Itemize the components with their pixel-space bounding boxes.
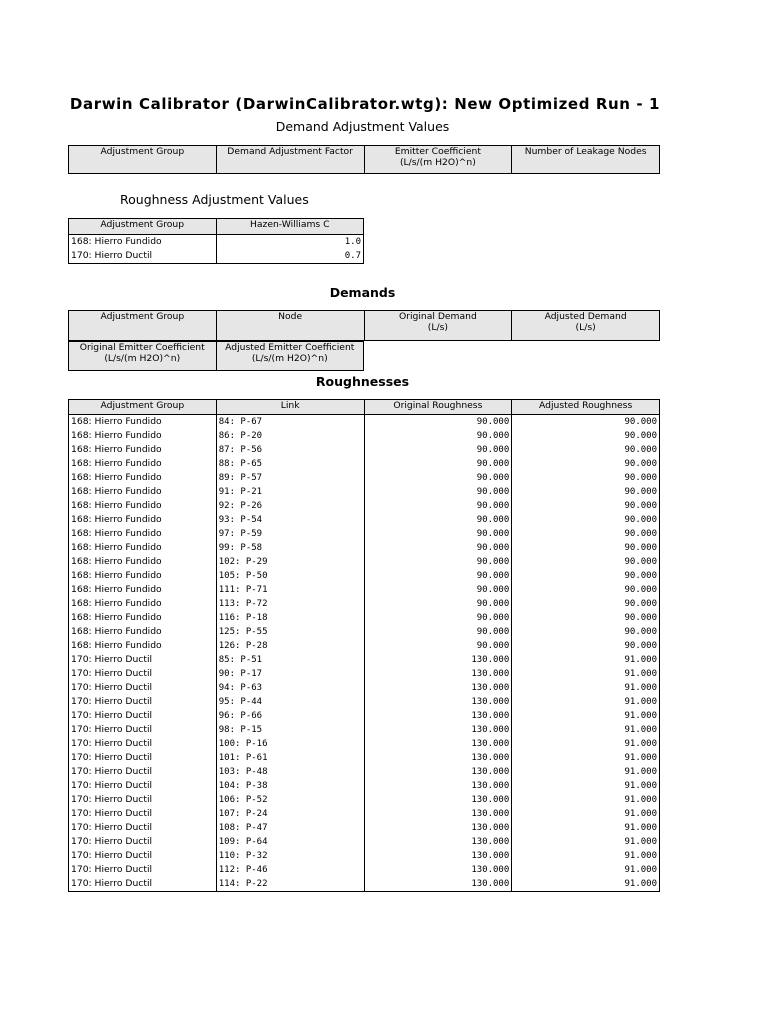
link-cell: 106: P-52 (216, 793, 364, 807)
group-cell: 168: Hierro Fundido (69, 555, 217, 569)
group-cell: 168: Hierro Fundido (69, 569, 217, 583)
roughness-adjustment-table (68, 218, 364, 264)
col-adjustment-group: Adjustment Group (69, 400, 217, 415)
group-cell: 170: Hierro Ductil (69, 667, 217, 681)
original-roughness-cell: 90.000 (364, 513, 512, 527)
roughnesses-heading: Roughnesses (315, 374, 410, 389)
table-row (69, 821, 660, 835)
table-row (69, 849, 660, 863)
adjusted-roughness-cell: 90.000 (512, 541, 660, 555)
link-cell: 84: P-67 (216, 415, 364, 430)
table-row (69, 597, 660, 611)
group-cell: 168: Hierro Fundido (69, 541, 217, 555)
group-cell: 168: Hierro Fundido (69, 513, 217, 527)
demands-heading: Demands (329, 285, 396, 300)
col-adjustment-group: Adjustment Group (69, 219, 217, 235)
col-adjusted-roughness: Adjusted Roughness (512, 400, 660, 415)
original-roughness-cell: 90.000 (364, 583, 512, 597)
link-cell: 88: P-65 (216, 457, 364, 471)
link-cell: 113: P-72 (216, 597, 364, 611)
table-row (69, 807, 660, 821)
adjusted-roughness-cell: 90.000 (512, 443, 660, 457)
group-cell: 170: Hierro Ductil (69, 765, 217, 779)
group-cell: 170: Hierro Ductil (69, 821, 217, 835)
group-cell: 168: Hierro Fundido (69, 611, 217, 625)
original-roughness-cell: 130.000 (364, 835, 512, 849)
original-roughness-cell: 90.000 (364, 597, 512, 611)
adjusted-roughness-cell: 90.000 (512, 583, 660, 597)
link-cell: 86: P-20 (216, 429, 364, 443)
group-cell: 170: Hierro Ductil (69, 835, 217, 849)
adjusted-roughness-cell: 90.000 (512, 429, 660, 443)
adjusted-roughness-cell: 90.000 (512, 597, 660, 611)
link-cell: 96: P-66 (216, 709, 364, 723)
group-cell: 170: Hierro Ductil (69, 779, 217, 793)
original-roughness-cell: 130.000 (364, 849, 512, 863)
col-number-leakage-nodes: Number of Leakage Nodes (512, 146, 660, 174)
group-cell: 170: Hierro Ductil (69, 863, 217, 877)
demand-adjustment-heading: Demand Adjustment Values (275, 119, 450, 134)
group-cell: 168: Hierro Fundido (69, 625, 217, 639)
table-row (69, 249, 364, 264)
original-roughness-cell: 90.000 (364, 625, 512, 639)
adjusted-roughness-cell: 91.000 (512, 863, 660, 877)
group-cell: 168: Hierro Fundido (69, 443, 217, 457)
table-row (69, 541, 660, 555)
group-cell: 170: Hierro Ductil (69, 793, 217, 807)
table-row (69, 611, 660, 625)
link-cell: 101: P-61 (216, 751, 364, 765)
original-roughness-cell: 90.000 (364, 611, 512, 625)
link-cell: 116: P-18 (216, 611, 364, 625)
adjusted-roughness-cell: 90.000 (512, 415, 660, 430)
group-cell: 168: Hierro Fundido (69, 471, 217, 485)
roughness-adjustment-heading: Roughness Adjustment Values (120, 192, 309, 207)
original-roughness-cell: 90.000 (364, 415, 512, 430)
original-roughness-cell: 90.000 (364, 541, 512, 555)
page-title: Darwin Calibrator (DarwinCalibrator.wtg): New Optimized Run - 1 (69, 95, 661, 113)
table-row (69, 877, 660, 892)
link-cell: 93: P-54 (216, 513, 364, 527)
table-row (69, 513, 660, 527)
original-roughness-cell: 90.000 (364, 527, 512, 541)
adjusted-roughness-cell: 90.000 (512, 625, 660, 639)
link-cell: 85: P-51 (216, 653, 364, 667)
table-row (69, 737, 660, 751)
original-roughness-cell: 130.000 (364, 807, 512, 821)
col-original-emitter-coefficient: Original Emitter Coefficient (L/s/(m H2O)^n) (69, 342, 217, 371)
table-row (69, 569, 660, 583)
col-link: Link (216, 400, 364, 415)
link-cell: 94: P-63 (216, 681, 364, 695)
link-cell: 107: P-24 (216, 807, 364, 821)
adjusted-roughness-cell: 90.000 (512, 457, 660, 471)
adjusted-roughness-cell: 90.000 (512, 611, 660, 625)
link-cell: 90: P-17 (216, 667, 364, 681)
col-original-roughness: Original Roughness (364, 400, 512, 415)
link-cell: 110: P-32 (216, 849, 364, 863)
adjusted-roughness-cell: 90.000 (512, 485, 660, 499)
table-row (69, 639, 660, 653)
link-cell: 112: P-46 (216, 863, 364, 877)
col-adjusted-emitter-coefficient: Adjusted Emitter Coefficient (L/s/(m H2O)^n) (216, 342, 364, 371)
group-cell: 170: Hierro Ductil (69, 681, 217, 695)
original-roughness-cell: 130.000 (364, 779, 512, 793)
table-row (69, 443, 660, 457)
adjusted-roughness-cell: 91.000 (512, 807, 660, 821)
col-hazen-williams-c: Hazen-Williams C (216, 219, 364, 235)
group-cell: 170: Hierro Ductil (69, 653, 217, 667)
col-adjustment-group: Adjustment Group (69, 146, 217, 174)
group-cell: 168: Hierro Fundido (69, 583, 217, 597)
adjusted-roughness-cell: 90.000 (512, 555, 660, 569)
link-cell: 95: P-44 (216, 695, 364, 709)
link-cell: 92: P-26 (216, 499, 364, 513)
table-row (69, 527, 660, 541)
group-cell: 168: Hierro Fundido (69, 527, 217, 541)
table-row (69, 793, 660, 807)
group-cell: 170: Hierro Ductil (69, 723, 217, 737)
adjusted-roughness-cell: 91.000 (512, 849, 660, 863)
adjusted-roughness-cell: 91.000 (512, 835, 660, 849)
adjusted-roughness-cell: 91.000 (512, 793, 660, 807)
original-roughness-cell: 130.000 (364, 653, 512, 667)
original-roughness-cell: 90.000 (364, 429, 512, 443)
link-cell: 111: P-71 (216, 583, 364, 597)
adjusted-roughness-cell: 91.000 (512, 779, 660, 793)
table-row (69, 583, 660, 597)
col-node: Node (216, 311, 364, 341)
roughnesses-table (68, 399, 660, 892)
col-adjusted-demand: Adjusted Demand (L/s) (512, 311, 660, 341)
group-cell: 170: Hierro Ductil (69, 849, 217, 863)
link-cell: 98: P-15 (216, 723, 364, 737)
original-roughness-cell: 130.000 (364, 793, 512, 807)
adjusted-roughness-cell: 90.000 (512, 639, 660, 653)
demands-table (68, 310, 660, 341)
adjusted-roughness-cell: 91.000 (512, 821, 660, 835)
link-cell: 99: P-58 (216, 541, 364, 555)
table-row (69, 429, 660, 443)
adjusted-roughness-cell: 91.000 (512, 653, 660, 667)
table-row (69, 653, 660, 667)
adjusted-roughness-cell: 91.000 (512, 695, 660, 709)
adjusted-roughness-cell: 90.000 (512, 513, 660, 527)
original-roughness-cell: 90.000 (364, 499, 512, 513)
adjusted-roughness-cell: 91.000 (512, 709, 660, 723)
table-row (69, 235, 364, 250)
original-roughness-cell: 130.000 (364, 709, 512, 723)
original-roughness-cell: 90.000 (364, 471, 512, 485)
link-cell: 91: P-21 (216, 485, 364, 499)
group-cell: 168: Hierro Fundido (69, 415, 217, 430)
group-cell: 168: Hierro Fundido (69, 235, 217, 250)
link-cell: 87: P-56 (216, 443, 364, 457)
table-row (69, 625, 660, 639)
group-cell: 168: Hierro Fundido (69, 429, 217, 443)
adjusted-roughness-cell: 90.000 (512, 499, 660, 513)
table-row (69, 555, 660, 569)
link-cell: 114: P-22 (216, 877, 364, 892)
adjusted-roughness-cell: 91.000 (512, 751, 660, 765)
table-row (69, 835, 660, 849)
demand-adjustment-table (68, 145, 660, 174)
original-roughness-cell: 130.000 (364, 821, 512, 835)
link-cell: 125: P-55 (216, 625, 364, 639)
link-cell: 102: P-29 (216, 555, 364, 569)
group-cell: 168: Hierro Fundido (69, 499, 217, 513)
original-roughness-cell: 130.000 (364, 737, 512, 751)
link-cell: 89: P-57 (216, 471, 364, 485)
original-roughness-cell: 130.000 (364, 723, 512, 737)
table-row (69, 695, 660, 709)
adjusted-roughness-cell: 91.000 (512, 765, 660, 779)
link-cell: 103: P-48 (216, 765, 364, 779)
group-cell: 170: Hierro Ductil (69, 737, 217, 751)
group-cell: 170: Hierro Ductil (69, 807, 217, 821)
adjusted-roughness-cell: 90.000 (512, 569, 660, 583)
original-roughness-cell: 130.000 (364, 765, 512, 779)
group-cell: 168: Hierro Fundido (69, 639, 217, 653)
table-row (69, 471, 660, 485)
link-cell: 100: P-16 (216, 737, 364, 751)
table-row (69, 415, 660, 430)
table-row (69, 681, 660, 695)
table-row (69, 723, 660, 737)
group-cell: 168: Hierro Fundido (69, 597, 217, 611)
link-cell: 126: P-28 (216, 639, 364, 653)
group-cell: 168: Hierro Fundido (69, 457, 217, 471)
link-cell: 109: P-64 (216, 835, 364, 849)
adjusted-roughness-cell: 91.000 (512, 737, 660, 751)
link-cell: 104: P-38 (216, 779, 364, 793)
col-adjustment-group: Adjustment Group (69, 311, 217, 341)
adjusted-roughness-cell: 91.000 (512, 723, 660, 737)
original-roughness-cell: 90.000 (364, 485, 512, 499)
original-roughness-cell: 130.000 (364, 695, 512, 709)
table-row (69, 485, 660, 499)
original-roughness-cell: 90.000 (364, 443, 512, 457)
original-roughness-cell: 130.000 (364, 751, 512, 765)
adjusted-roughness-cell: 91.000 (512, 667, 660, 681)
link-cell: 105: P-50 (216, 569, 364, 583)
table-row (69, 667, 660, 681)
original-roughness-cell: 130.000 (364, 681, 512, 695)
table-row (69, 779, 660, 793)
demands-table-continued (68, 341, 364, 371)
table-row (69, 751, 660, 765)
original-roughness-cell: 90.000 (364, 639, 512, 653)
link-cell: 97: P-59 (216, 527, 364, 541)
group-cell: 170: Hierro Ductil (69, 709, 217, 723)
link-cell: 108: P-47 (216, 821, 364, 835)
original-roughness-cell: 90.000 (364, 457, 512, 471)
group-cell: 168: Hierro Fundido (69, 485, 217, 499)
col-emitter-coefficient: Emitter Coefficient (L/s/(m H2O)^n) (364, 146, 512, 174)
original-roughness-cell: 130.000 (364, 877, 512, 892)
table-row (69, 709, 660, 723)
table-row (69, 457, 660, 471)
value-cell: 1.0 (216, 235, 364, 250)
col-demand-adjustment-factor: Demand Adjustment Factor (216, 146, 364, 174)
col-original-demand: Original Demand (L/s) (364, 311, 512, 341)
group-cell: 170: Hierro Ductil (69, 877, 217, 892)
value-cell: 0.7 (216, 249, 364, 264)
table-row (69, 765, 660, 779)
table-row (69, 863, 660, 877)
adjusted-roughness-cell: 91.000 (512, 681, 660, 695)
original-roughness-cell: 130.000 (364, 863, 512, 877)
group-cell: 170: Hierro Ductil (69, 695, 217, 709)
original-roughness-cell: 90.000 (364, 555, 512, 569)
table-row (69, 499, 660, 513)
group-cell: 170: Hierro Ductil (69, 751, 217, 765)
adjusted-roughness-cell: 90.000 (512, 471, 660, 485)
adjusted-roughness-cell: 91.000 (512, 877, 660, 892)
adjusted-roughness-cell: 90.000 (512, 527, 660, 541)
original-roughness-cell: 90.000 (364, 569, 512, 583)
original-roughness-cell: 130.000 (364, 667, 512, 681)
group-cell: 170: Hierro Ductil (69, 249, 217, 264)
